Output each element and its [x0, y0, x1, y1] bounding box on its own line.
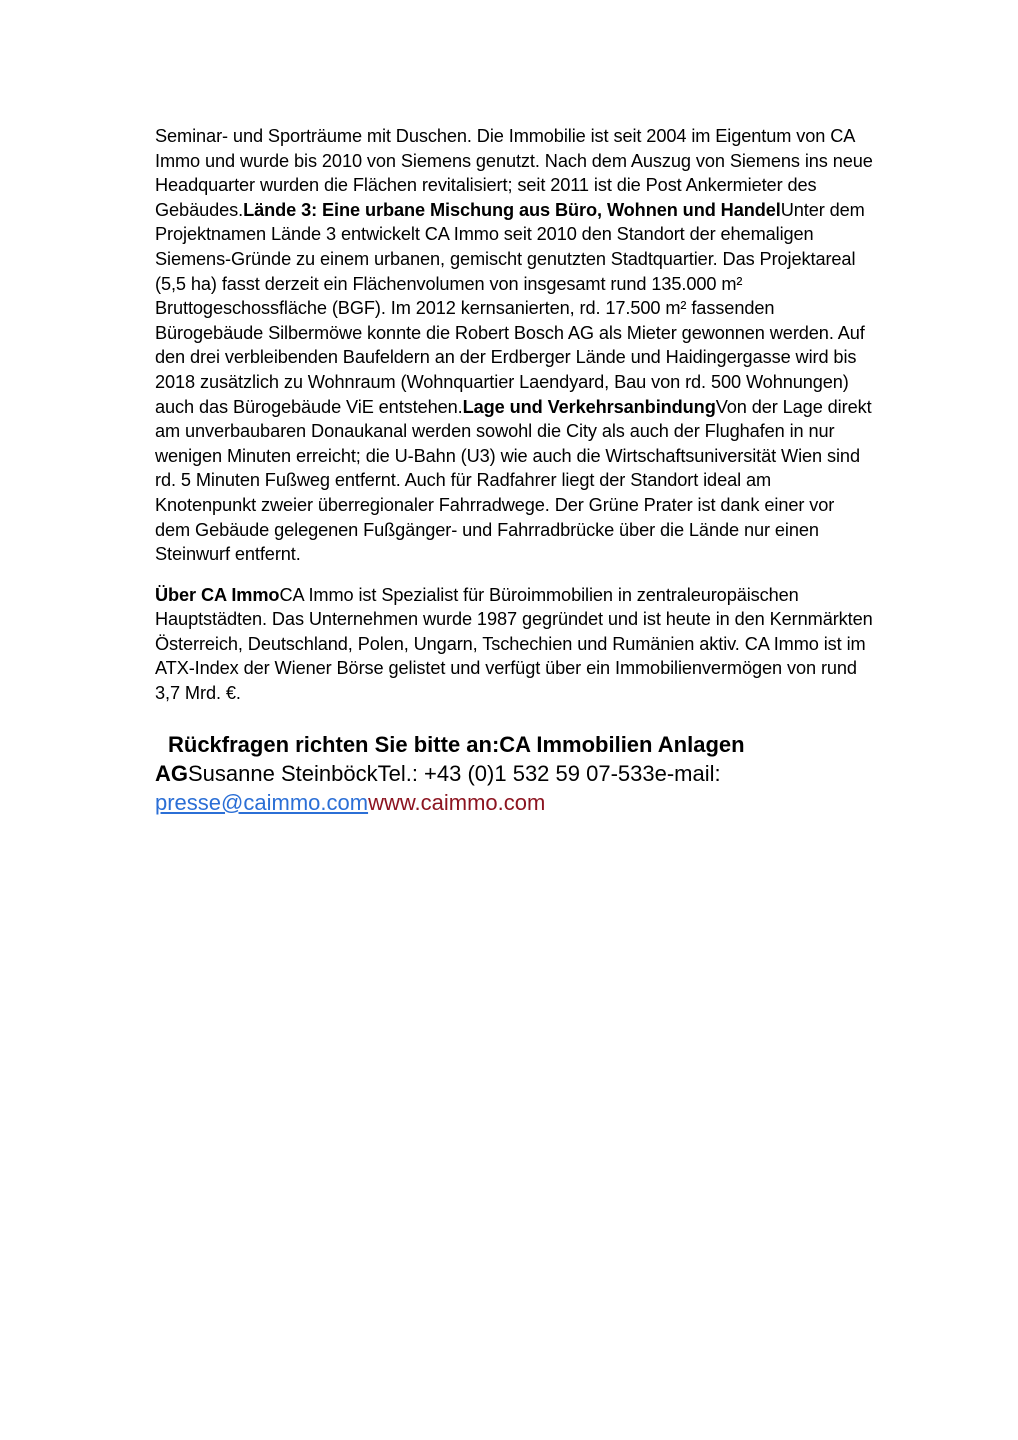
contact-details: Susanne SteinböckTel.: +43 (0)1 532 59 07-533e-mail:: [188, 760, 721, 786]
contact-block: [155, 730, 855, 817]
paragraph-text: Von der Lage direkt am unverbaubaren Donaukanal werden sowohl die City als auch der Flughafen in nur wenigen Minuten erreicht; die U-Bahn (U3) wie auch die Wirtschaftsuniversität Wien sind rd. 5 Minuten Fußweg entfernt. Auch für Radfahrer liegt der Standort ideal am Knotenpunkt zweier überregionaler Fahrradwege. Der Grüne Prater ist dank einer vor dem Gebäude gelegenen Fußgänger- und Fahrradbrücke über die Lände nur einen Steinwurf entfernt.: [155, 396, 872, 565]
email-link[interactable]: presse@caimmo.com: [155, 789, 369, 815]
section-heading-about: Über CA Immo: [155, 584, 280, 605]
section-heading-laende3: Lände 3: Eine urbane Mischung aus Büro, Wohnen und Handel: [243, 199, 781, 220]
paragraph-text: Unter dem Projektnamen Lände 3 entwickelt CA Immo seit 2010 den Standort der ehemaligen Siemens-Gründe zu einem urbanen, gemischt genutzten Stadtquartier. Das Projektareal (5,5 ha) fasst derzeit ein Flächenvolumen von insgesamt rund 135.000 m² Bruttogeschossfläche (BGF). Im 2012 kernsanierten, rd. 17.500 m² fassenden Bürogebäude Silbermöwe konnte die Robert Bosch AG als Mieter gewonnen werden. Auf den drei verbleibenden Baufeldern an der Erdberger Lände und Haidingergasse wird bis 2018 zusätzlich zu Wohnraum (Wohnquartier Laendyard, Bau von rd. 500 Wohnungen) auch das Bürogebäude ViE entstehen.: [155, 199, 865, 417]
body-paragraph-about: [155, 583, 873, 706]
website-link[interactable]: www.caimmo.com: [368, 789, 546, 815]
paragraph-text: CA Immo ist Spezialist für Büroimmobilien in zentraleuropäischen Hauptstädten. Das Unternehmen wurde 1987 gegründet und ist heute in den Kernmärkten Österreich, Deutschland, Polen, Ungarn, Tschechien und Rumänien aktiv. CA Immo ist im ATX-Index der Wiener Börse gelistet und verfügt über ein Immobilienvermögen von rund 3,7 Mrd. €.: [155, 584, 873, 704]
document-page: [155, 124, 873, 817]
body-paragraph-property: [155, 124, 873, 567]
section-heading-location: Lage und Verkehrsanbindung: [462, 396, 716, 417]
contact-heading: Rückfragen richten Sie bitte an:CA Immobilien Anlagen AG: [155, 731, 745, 786]
paragraph-text: Seminar- und Sporträume mit Duschen. Die Immobilie ist seit 2004 im Eigentum von CA Immo und wurde bis 2010 von Siemens genutzt. Nach dem Auszug von Siemens ins neue Headquarter wurden die Flächen revitalisiert; seit 2011 ist die Post Ankermieter des Gebäudes.: [155, 126, 873, 220]
